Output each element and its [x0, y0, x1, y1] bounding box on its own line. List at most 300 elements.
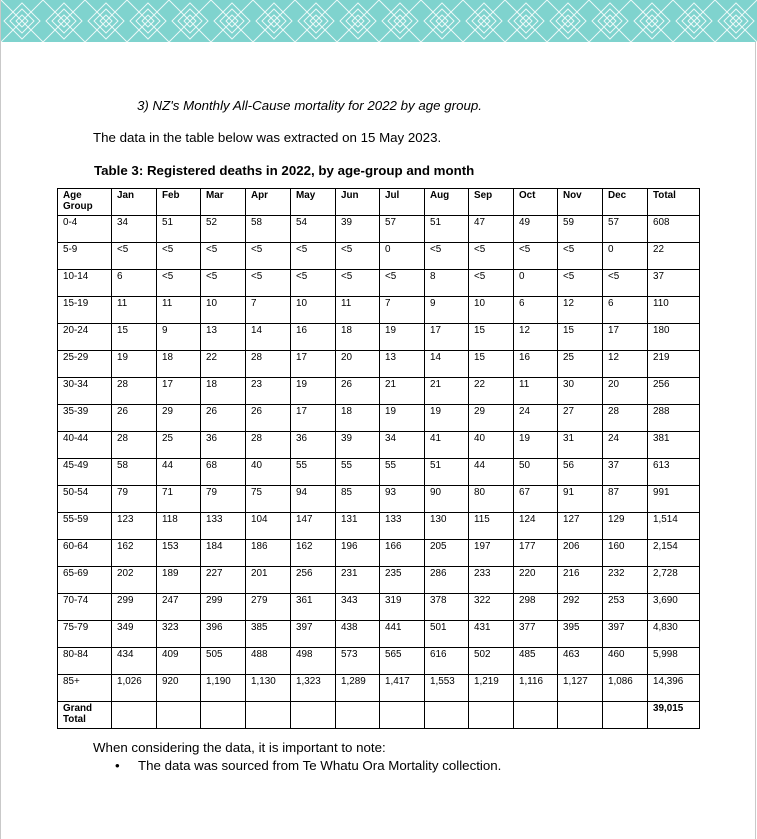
grand-total-row	[58, 702, 700, 729]
value-cell: 57	[380, 216, 425, 243]
value-cell: 505	[201, 648, 246, 675]
value-cell: 232	[603, 567, 648, 594]
value-cell: 9	[157, 324, 201, 351]
value-cell: 55	[336, 459, 380, 486]
value-cell: 397	[291, 621, 336, 648]
value-cell: 323	[157, 621, 201, 648]
value-cell: 71	[157, 486, 201, 513]
value-cell: 381	[648, 432, 700, 459]
value-cell: 488	[246, 648, 291, 675]
value-cell: 6	[603, 297, 648, 324]
value-cell: <5	[469, 270, 514, 297]
value-cell: 79	[112, 486, 157, 513]
value-cell: 41	[425, 432, 469, 459]
note-bullet-item	[93, 758, 501, 773]
age-group-cell: 35-39	[58, 405, 112, 432]
value-cell: 502	[469, 648, 514, 675]
value-cell: 153	[157, 540, 201, 567]
value-cell: 220	[514, 567, 558, 594]
column-header-apr: Apr	[246, 189, 291, 216]
column-header-mar: Mar	[201, 189, 246, 216]
empty-cell	[246, 702, 291, 729]
value-cell: 25	[558, 351, 603, 378]
age-group-cell: 10-14	[58, 270, 112, 297]
age-group-cell: 5-9	[58, 243, 112, 270]
age-group-cell: 65-69	[58, 567, 112, 594]
value-cell: 55	[380, 459, 425, 486]
value-cell: 253	[603, 594, 648, 621]
mortality-table	[57, 188, 700, 729]
value-cell: 6	[112, 270, 157, 297]
value-cell: <5	[336, 270, 380, 297]
value-cell: 319	[380, 594, 425, 621]
value-cell: 1,323	[291, 675, 336, 702]
value-cell: 47	[469, 216, 514, 243]
value-cell: 24	[514, 405, 558, 432]
age-group-cell: 60-64	[58, 540, 112, 567]
table-row	[58, 378, 700, 405]
value-cell: 14,396	[648, 675, 700, 702]
value-cell: 20	[603, 378, 648, 405]
value-cell: 58	[246, 216, 291, 243]
table-row	[58, 594, 700, 621]
value-cell: 1,289	[336, 675, 380, 702]
value-cell: 17	[425, 324, 469, 351]
value-cell: 129	[603, 513, 648, 540]
table-row	[58, 216, 700, 243]
value-cell: 299	[112, 594, 157, 621]
value-cell: 90	[425, 486, 469, 513]
value-cell: 17	[157, 378, 201, 405]
column-header-jan: Jan	[112, 189, 157, 216]
value-cell: 10	[469, 297, 514, 324]
empty-cell	[558, 702, 603, 729]
value-cell: 39	[336, 216, 380, 243]
value-cell: 75	[246, 486, 291, 513]
column-header-may: May	[291, 189, 336, 216]
value-cell: <5	[291, 243, 336, 270]
value-cell: 299	[201, 594, 246, 621]
value-cell: 52	[201, 216, 246, 243]
empty-cell	[112, 702, 157, 729]
value-cell: 18	[201, 378, 246, 405]
value-cell: 123	[112, 513, 157, 540]
table-header-row	[58, 189, 700, 216]
value-cell: 498	[291, 648, 336, 675]
value-cell: 18	[336, 405, 380, 432]
value-cell: 21	[380, 378, 425, 405]
value-cell: 1,219	[469, 675, 514, 702]
value-cell: <5	[425, 243, 469, 270]
value-cell: 378	[425, 594, 469, 621]
value-cell: 133	[380, 513, 425, 540]
value-cell: 28	[112, 378, 157, 405]
value-cell: 186	[246, 540, 291, 567]
value-cell: 286	[425, 567, 469, 594]
value-cell: 147	[291, 513, 336, 540]
value-cell: 21	[425, 378, 469, 405]
value-cell: 54	[291, 216, 336, 243]
value-cell: 91	[558, 486, 603, 513]
table-row	[58, 243, 700, 270]
section-heading: 3) NZ's Monthly All-Cause mortality for 2022 by age group.	[137, 98, 482, 113]
value-cell: 5,998	[648, 648, 700, 675]
age-group-cell: 55-59	[58, 513, 112, 540]
value-cell: 15	[469, 351, 514, 378]
empty-cell	[336, 702, 380, 729]
table-row	[58, 513, 700, 540]
value-cell: 501	[425, 621, 469, 648]
decorative-banner	[1, 0, 757, 42]
column-header-oct: Oct	[514, 189, 558, 216]
age-group-cell: 50-54	[58, 486, 112, 513]
column-header-feb: Feb	[157, 189, 201, 216]
value-cell: 162	[112, 540, 157, 567]
value-cell: 460	[603, 648, 648, 675]
table-row	[58, 324, 700, 351]
value-cell: 991	[648, 486, 700, 513]
value-cell: 396	[201, 621, 246, 648]
value-cell: 227	[201, 567, 246, 594]
value-cell: 19	[112, 351, 157, 378]
value-cell: 19	[291, 378, 336, 405]
value-cell: 37	[648, 270, 700, 297]
value-cell: <5	[380, 270, 425, 297]
value-cell: 197	[469, 540, 514, 567]
value-cell: 216	[558, 567, 603, 594]
value-cell: 58	[112, 459, 157, 486]
value-cell: 292	[558, 594, 603, 621]
value-cell: 23	[246, 378, 291, 405]
value-cell: <5	[558, 270, 603, 297]
value-cell: 573	[336, 648, 380, 675]
value-cell: 11	[112, 297, 157, 324]
value-cell: 27	[558, 405, 603, 432]
value-cell: 9	[425, 297, 469, 324]
value-cell: 247	[157, 594, 201, 621]
intro-paragraph: The data in the table below was extracted on 15 May 2023.	[93, 130, 442, 145]
value-cell: 920	[157, 675, 201, 702]
value-cell: 1,116	[514, 675, 558, 702]
value-cell: 110	[648, 297, 700, 324]
value-cell: 0	[514, 270, 558, 297]
value-cell: 29	[157, 405, 201, 432]
value-cell: 485	[514, 648, 558, 675]
value-cell: 34	[380, 432, 425, 459]
column-header-age-group: Age Group	[58, 189, 112, 216]
value-cell: 288	[648, 405, 700, 432]
table-row	[58, 648, 700, 675]
age-group-cell: 40-44	[58, 432, 112, 459]
value-cell: 298	[514, 594, 558, 621]
value-cell: 1,553	[425, 675, 469, 702]
table-row	[58, 540, 700, 567]
value-cell: 613	[648, 459, 700, 486]
value-cell: 49	[514, 216, 558, 243]
value-cell: 30	[558, 378, 603, 405]
value-cell: 1,127	[558, 675, 603, 702]
value-cell: 13	[380, 351, 425, 378]
value-cell: 124	[514, 513, 558, 540]
value-cell: 0	[380, 243, 425, 270]
value-cell: 31	[558, 432, 603, 459]
value-cell: 361	[291, 594, 336, 621]
value-cell: 15	[112, 324, 157, 351]
value-cell: <5	[558, 243, 603, 270]
value-cell: <5	[336, 243, 380, 270]
value-cell: 189	[157, 567, 201, 594]
value-cell: 1,514	[648, 513, 700, 540]
value-cell: 205	[425, 540, 469, 567]
age-group-cell: 80-84	[58, 648, 112, 675]
column-header-total: Total	[648, 189, 700, 216]
value-cell: <5	[514, 243, 558, 270]
value-cell: 67	[514, 486, 558, 513]
value-cell: 1,086	[603, 675, 648, 702]
age-group-cell: 70-74	[58, 594, 112, 621]
value-cell: 2,728	[648, 567, 700, 594]
value-cell: 180	[648, 324, 700, 351]
value-cell: <5	[112, 243, 157, 270]
value-cell: 6	[514, 297, 558, 324]
value-cell: 37	[603, 459, 648, 486]
value-cell: 256	[291, 567, 336, 594]
value-cell: 19	[425, 405, 469, 432]
value-cell: 7	[246, 297, 291, 324]
value-cell: 25	[157, 432, 201, 459]
value-cell: 196	[336, 540, 380, 567]
value-cell: <5	[157, 270, 201, 297]
value-cell: 12	[603, 351, 648, 378]
value-cell: 34	[112, 216, 157, 243]
value-cell: 14	[246, 324, 291, 351]
value-cell: 44	[157, 459, 201, 486]
value-cell: 202	[112, 567, 157, 594]
value-cell: 166	[380, 540, 425, 567]
value-cell: 16	[514, 351, 558, 378]
table-row	[58, 432, 700, 459]
value-cell: 177	[514, 540, 558, 567]
value-cell: 15	[469, 324, 514, 351]
value-cell: 36	[291, 432, 336, 459]
value-cell: 201	[246, 567, 291, 594]
value-cell: 36	[201, 432, 246, 459]
value-cell: 219	[648, 351, 700, 378]
value-cell: 18	[336, 324, 380, 351]
value-cell: 28	[112, 432, 157, 459]
value-cell: 206	[558, 540, 603, 567]
value-cell: 93	[380, 486, 425, 513]
value-cell: 11	[336, 297, 380, 324]
value-cell: 377	[514, 621, 558, 648]
value-cell: 160	[603, 540, 648, 567]
value-cell: 12	[514, 324, 558, 351]
age-group-cell: 75-79	[58, 621, 112, 648]
value-cell: 133	[201, 513, 246, 540]
value-cell: 28	[246, 351, 291, 378]
value-cell: 1,026	[112, 675, 157, 702]
note-bullet-text: The data was sourced from Te Whatu Ora Mortality collection.	[138, 758, 502, 773]
value-cell: 431	[469, 621, 514, 648]
empty-cell	[201, 702, 246, 729]
value-cell: 79	[201, 486, 246, 513]
value-cell: 19	[514, 432, 558, 459]
value-cell: 22	[469, 378, 514, 405]
value-cell: 322	[469, 594, 514, 621]
age-group-cell: 25-29	[58, 351, 112, 378]
value-cell: 131	[336, 513, 380, 540]
value-cell: 104	[246, 513, 291, 540]
value-cell: 40	[246, 459, 291, 486]
value-cell: 279	[246, 594, 291, 621]
value-cell: 115	[469, 513, 514, 540]
value-cell: 80	[469, 486, 514, 513]
value-cell: 397	[603, 621, 648, 648]
column-header-jul: Jul	[380, 189, 425, 216]
note-bullet-list	[93, 758, 501, 773]
value-cell: 184	[201, 540, 246, 567]
value-cell: 118	[157, 513, 201, 540]
value-cell: <5	[291, 270, 336, 297]
value-cell: 438	[336, 621, 380, 648]
value-cell: 12	[558, 297, 603, 324]
value-cell: 441	[380, 621, 425, 648]
value-cell: 434	[112, 648, 157, 675]
value-cell: <5	[246, 243, 291, 270]
value-cell: 17	[603, 324, 648, 351]
value-cell: 16	[291, 324, 336, 351]
table-row	[58, 351, 700, 378]
value-cell: 51	[425, 216, 469, 243]
value-cell: 17	[291, 351, 336, 378]
value-cell: 85	[336, 486, 380, 513]
empty-cell	[380, 702, 425, 729]
value-cell: 59	[558, 216, 603, 243]
value-cell: 68	[201, 459, 246, 486]
value-cell: <5	[246, 270, 291, 297]
value-cell: 11	[514, 378, 558, 405]
age-group-cell: 30-34	[58, 378, 112, 405]
value-cell: 3,690	[648, 594, 700, 621]
column-header-jun: Jun	[336, 189, 380, 216]
value-cell: 1,417	[380, 675, 425, 702]
value-cell: 349	[112, 621, 157, 648]
value-cell: 235	[380, 567, 425, 594]
value-cell: 409	[157, 648, 201, 675]
value-cell: 22	[201, 351, 246, 378]
value-cell: 51	[425, 459, 469, 486]
value-cell: 14	[425, 351, 469, 378]
age-group-cell: 0-4	[58, 216, 112, 243]
empty-cell	[514, 702, 558, 729]
value-cell: <5	[469, 243, 514, 270]
value-cell: 10	[291, 297, 336, 324]
column-header-dec: Dec	[603, 189, 648, 216]
value-cell: 1,190	[201, 675, 246, 702]
value-cell: 395	[558, 621, 603, 648]
table-row	[58, 405, 700, 432]
value-cell: 256	[648, 378, 700, 405]
age-group-cell: 20-24	[58, 324, 112, 351]
note-paragraph: When considering the data, it is important to note:	[93, 740, 386, 755]
value-cell: 22	[648, 243, 700, 270]
grand-total-label: Grand Total	[58, 702, 112, 729]
empty-cell	[425, 702, 469, 729]
table-row	[58, 567, 700, 594]
table-row	[58, 675, 700, 702]
value-cell: 608	[648, 216, 700, 243]
value-cell: 26	[246, 405, 291, 432]
value-cell: 4,830	[648, 621, 700, 648]
value-cell: 26	[112, 405, 157, 432]
column-header-sep: Sep	[469, 189, 514, 216]
empty-cell	[469, 702, 514, 729]
empty-cell	[291, 702, 336, 729]
table-row	[58, 270, 700, 297]
value-cell: 1,130	[246, 675, 291, 702]
value-cell: 463	[558, 648, 603, 675]
value-cell: 2,154	[648, 540, 700, 567]
value-cell: 15	[558, 324, 603, 351]
value-cell: 565	[380, 648, 425, 675]
value-cell: <5	[201, 270, 246, 297]
value-cell: <5	[157, 243, 201, 270]
age-group-cell: 85+	[58, 675, 112, 702]
value-cell: 39	[336, 432, 380, 459]
value-cell: 56	[558, 459, 603, 486]
value-cell: 26	[201, 405, 246, 432]
bullet-dot-icon: •	[115, 758, 120, 773]
value-cell: 44	[469, 459, 514, 486]
column-header-nov: Nov	[558, 189, 603, 216]
value-cell: 7	[380, 297, 425, 324]
value-cell: 130	[425, 513, 469, 540]
age-group-cell: 15-19	[58, 297, 112, 324]
value-cell: 162	[291, 540, 336, 567]
value-cell: <5	[603, 270, 648, 297]
empty-cell	[603, 702, 648, 729]
value-cell: 19	[380, 405, 425, 432]
age-group-cell: 45-49	[58, 459, 112, 486]
value-cell: 51	[157, 216, 201, 243]
value-cell: 11	[157, 297, 201, 324]
value-cell: 17	[291, 405, 336, 432]
value-cell: 28	[246, 432, 291, 459]
value-cell: 8	[425, 270, 469, 297]
value-cell: 20	[336, 351, 380, 378]
empty-cell	[157, 702, 201, 729]
value-cell: 385	[246, 621, 291, 648]
value-cell: 26	[336, 378, 380, 405]
value-cell: 231	[336, 567, 380, 594]
column-header-aug: Aug	[425, 189, 469, 216]
value-cell: 13	[201, 324, 246, 351]
value-cell: 18	[157, 351, 201, 378]
table-row	[58, 621, 700, 648]
table-row	[58, 459, 700, 486]
value-cell: 55	[291, 459, 336, 486]
value-cell: 10	[201, 297, 246, 324]
value-cell: 343	[336, 594, 380, 621]
value-cell: 616	[425, 648, 469, 675]
value-cell: 40	[469, 432, 514, 459]
value-cell: 94	[291, 486, 336, 513]
value-cell: 19	[380, 324, 425, 351]
value-cell: 233	[469, 567, 514, 594]
value-cell: 0	[603, 243, 648, 270]
grand-total-value: 39,015	[648, 702, 700, 729]
value-cell: <5	[201, 243, 246, 270]
